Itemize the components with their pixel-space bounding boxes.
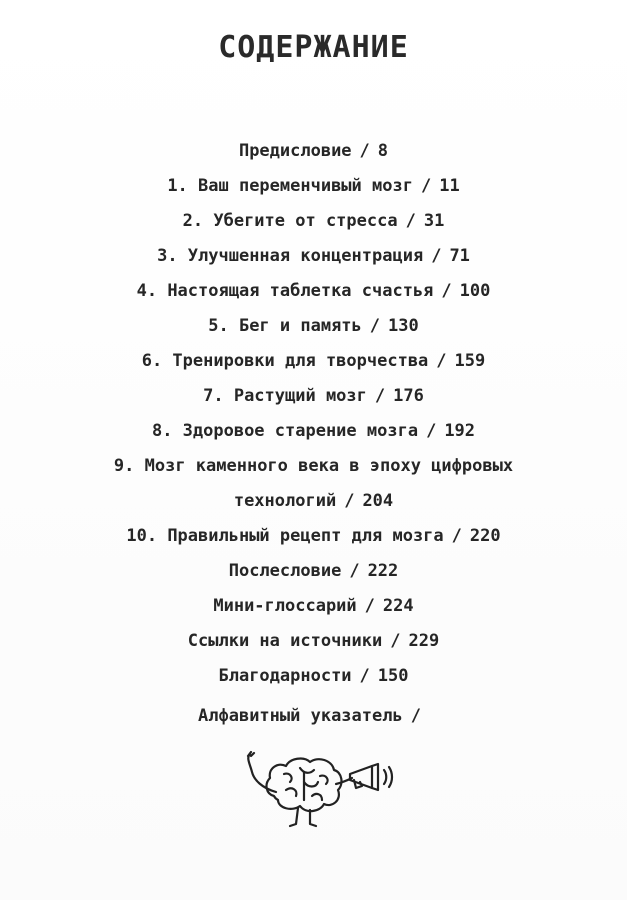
toc-separator: / xyxy=(349,561,360,581)
table-of-contents xyxy=(0,134,627,734)
toc-entry[interactable] xyxy=(0,659,627,694)
toc-entry-page: 150 xyxy=(377,666,409,686)
toc-separator: / xyxy=(359,666,370,686)
toc-entry-label: 3. Улучшенная концентрация xyxy=(157,246,424,266)
toc-separator: / xyxy=(426,421,437,441)
toc-entry-label: 4. Настоящая таблетка счастья xyxy=(136,281,434,301)
toc-entry[interactable] xyxy=(0,589,627,624)
toc-separator: / xyxy=(390,631,401,651)
page-title: СОДЕРЖАНИЕ xyxy=(218,30,409,65)
toc-entry[interactable] xyxy=(0,274,627,309)
toc-separator: / xyxy=(441,281,452,301)
toc-separator: / xyxy=(374,386,386,406)
toc-entry-label: Послесловие xyxy=(228,561,342,581)
toc-entry-page: 159 xyxy=(454,351,486,371)
toc-entry-label: 1. Ваш переменчивый мозг xyxy=(167,176,413,196)
toc-entry-label: Предисловие xyxy=(238,141,352,161)
toc-entry[interactable] xyxy=(0,414,627,449)
toc-entry[interactable] xyxy=(0,134,627,169)
toc-entry-page: 224 xyxy=(382,596,414,616)
toc-entry[interactable] xyxy=(0,699,627,734)
toc-entry-label: Ссылки на источники xyxy=(187,631,383,651)
toc-entry[interactable] xyxy=(0,169,627,204)
toc-separator: / xyxy=(364,596,375,616)
toc-entry[interactable] xyxy=(0,379,627,414)
toc-entry-label: технологий xyxy=(233,491,337,511)
toc-entry-page: 100 xyxy=(459,281,491,301)
toc-entry-page: 11 xyxy=(439,176,460,196)
toc-separator: / xyxy=(410,706,421,726)
toc-entry-page: 130 xyxy=(388,316,419,336)
toc-separator: / xyxy=(451,526,462,546)
toc-entry-label: Мини-глоссарий xyxy=(213,596,357,616)
toc-entry[interactable] xyxy=(0,519,627,554)
toc-separator: / xyxy=(436,351,447,371)
toc-entry-label: Алфавитный указатель xyxy=(198,706,403,726)
toc-entry[interactable] xyxy=(0,239,627,274)
toc-entry-label: 10. Правильный рецепт для мозга xyxy=(126,526,444,546)
toc-entry[interactable] xyxy=(0,554,627,589)
toc-entry-label: Благодарности xyxy=(218,666,352,686)
toc-entry-label: 8. Здоровое старение мозга xyxy=(151,421,419,441)
toc-entry-line1[interactable] xyxy=(0,449,627,484)
toc-separator: / xyxy=(344,491,355,511)
toc-entry-page: 220 xyxy=(469,526,501,546)
toc-entry-label: 7. Растущий мозг xyxy=(203,386,367,406)
toc-separator: / xyxy=(405,211,416,231)
toc-entry-page: 8 xyxy=(377,141,389,161)
toc-entry[interactable] xyxy=(0,344,627,379)
toc-separator: / xyxy=(420,176,432,196)
toc-entry-label: 2. Убегите от стресса xyxy=(182,211,398,231)
toc-separator: / xyxy=(431,246,442,266)
toc-entry-page: 71 xyxy=(449,246,470,266)
toc-entry-page: 229 xyxy=(408,631,440,651)
toc-entry-label: 9. Мозг каменного века в эпоху цифровых xyxy=(113,456,514,476)
toc-entry-page: 204 xyxy=(362,491,394,511)
toc-entry[interactable] xyxy=(0,309,627,344)
toc-entry-line2[interactable] xyxy=(0,484,627,519)
toc-separator: / xyxy=(369,316,381,336)
toc-entry[interactable] xyxy=(0,624,627,659)
toc-entry-page: 31 xyxy=(423,211,445,231)
toc-separator: / xyxy=(359,141,370,161)
toc-entry-page: 176 xyxy=(393,386,424,406)
brain-with-megaphone-icon xyxy=(232,744,402,834)
toc-entry-page: 192 xyxy=(444,421,476,441)
toc-entry-page: 222 xyxy=(367,561,399,581)
toc-entry-label: 5. Бег и память xyxy=(208,316,362,336)
toc-entry-label: 6. Тренировки для творчества xyxy=(141,351,429,371)
toc-entry[interactable] xyxy=(0,204,627,239)
